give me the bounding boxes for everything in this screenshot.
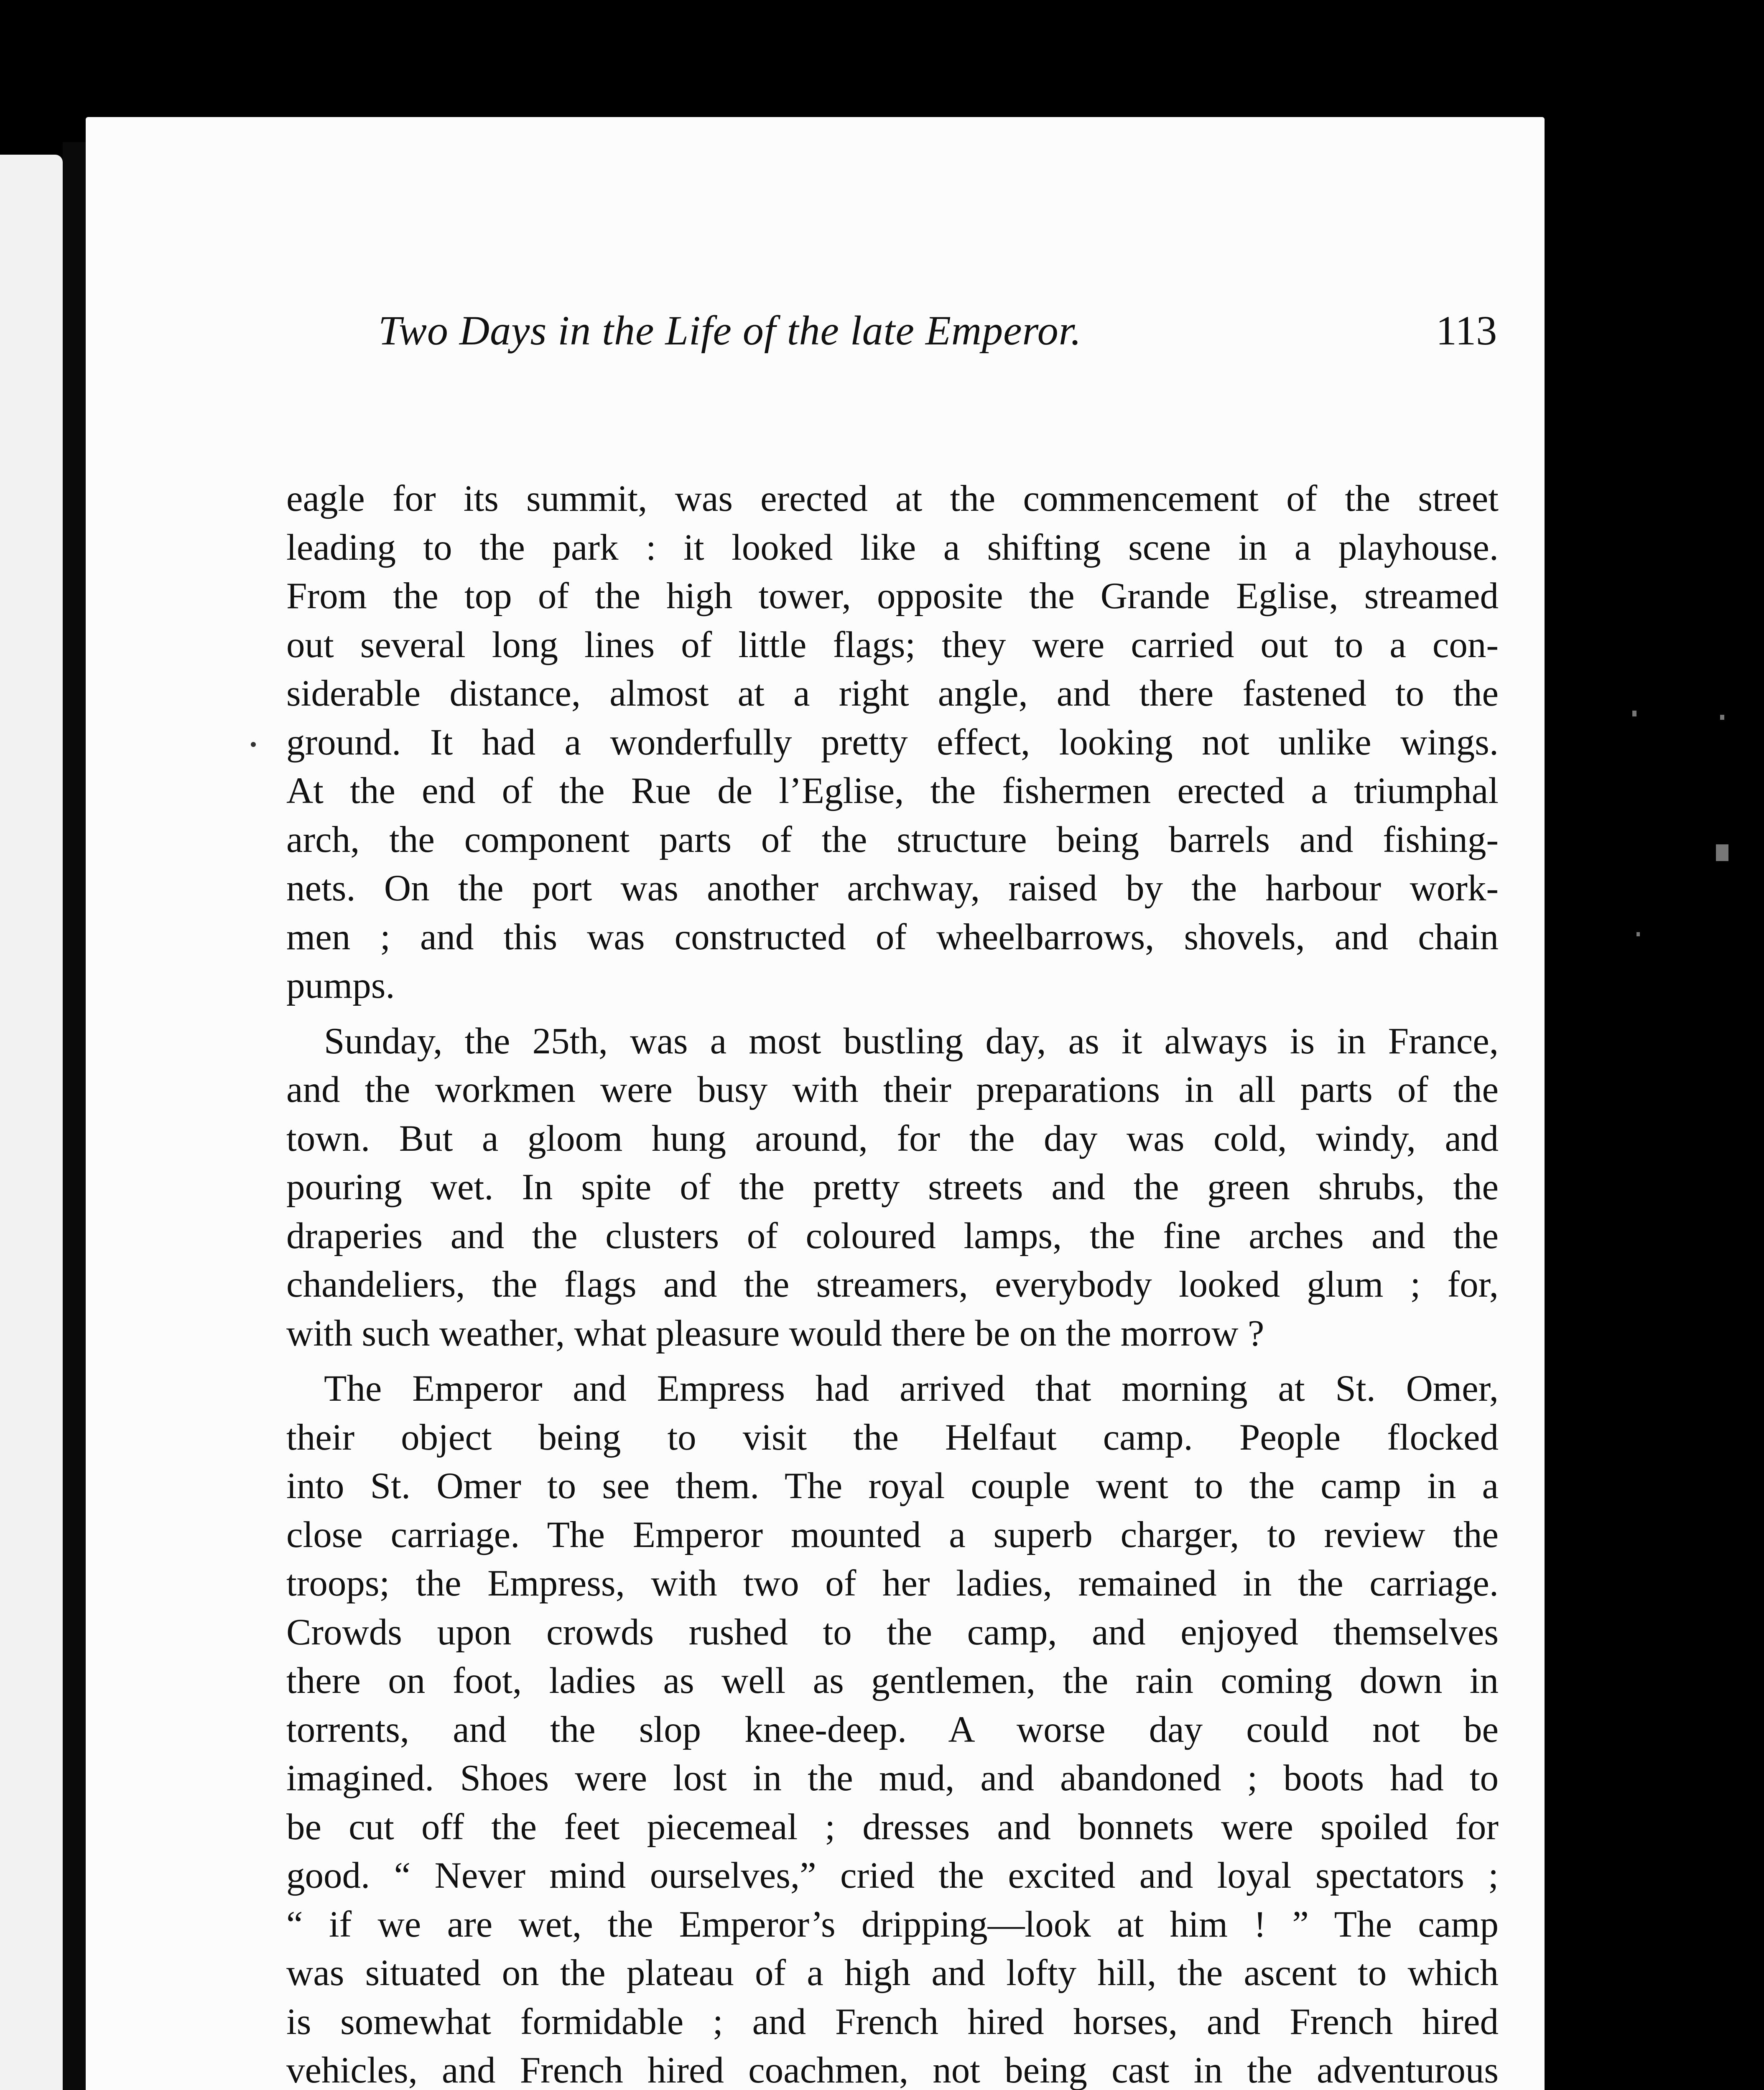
page-number: 113 xyxy=(1436,307,1497,354)
text-line: At the end of the Rue de l’Eglise, the fishermen erected a triumphal xyxy=(286,770,1499,811)
text-line: close carriage. The Emperor mounted a superb charger, to review the xyxy=(286,1514,1499,1555)
text-line: The Emperor and Empress had arrived that morning at St. Omer, xyxy=(324,1368,1499,1409)
text-line: nets. On the port was another archway, raised by the harbour work- xyxy=(286,868,1499,909)
text-line: with such weather, what pleasure would there be on the morrow ? xyxy=(286,1313,1264,1354)
body-text xyxy=(286,474,1499,2090)
text-line: torrents, and the slop knee-deep. A worse day could not be xyxy=(286,1709,1499,1750)
edge-speck xyxy=(1632,711,1637,716)
text-line: siderable distance, almost at a right angle, and there fastened to the xyxy=(286,673,1499,714)
text-line: arch, the component parts of the structure being barrels and fishing- xyxy=(286,819,1499,860)
text-line: pouring wet. In spite of the pretty streets and the green shrubs, the xyxy=(286,1167,1499,1208)
text-line: was situated on the plateau of a high and lofty hill, the ascent to which xyxy=(286,1952,1499,1993)
text-line: into St. Omer to see them. The royal couple went to the camp in a xyxy=(286,1466,1499,1506)
text-line: out several long lines of little flags; they were carried out to a con- xyxy=(286,624,1499,665)
running-head xyxy=(378,288,1507,372)
text-line: From the top of the high tower, opposite the Grande Eglise, streamed xyxy=(286,576,1499,617)
text-line: there on foot, ladies as well as gentlemen, the rain coming down in xyxy=(286,1660,1499,1701)
paragraph xyxy=(286,1364,1499,2090)
text-line: pumps. xyxy=(286,965,395,1006)
text-line: draperies and the clusters of coloured lamps, the fine arches and the xyxy=(286,1215,1499,1257)
text-line: “ if we are wet, the Emperor’s dripping—look at him ! ” The camp xyxy=(286,1904,1499,1945)
text-line: Sunday, the 25th, was a most bustling day, as it always is in France, xyxy=(324,1020,1499,1062)
text-line: eagle for its summit, was erected at the commencement of the street xyxy=(286,478,1499,519)
text-line: troops; the Empress, with two of her ladies, remained in the carriage. xyxy=(286,1563,1499,1604)
text-line: town. But a gloom hung around, for the day was cold, windy, and xyxy=(286,1118,1499,1159)
edge-speck xyxy=(1716,844,1728,861)
text-line: leading to the park : it looked like a shifting scene in a playhouse. xyxy=(286,527,1499,568)
previous-page-edge xyxy=(0,155,63,2090)
text-line: imagined. Shoes were lost in the mud, and abandoned ; boots had to xyxy=(286,1758,1499,1799)
running-title: Two Days in the Life of the late Emperor. xyxy=(378,307,1082,354)
edge-speck xyxy=(1637,932,1640,936)
text-line: is somewhat formidable ; and French hired horses, and French hired xyxy=(286,2001,1499,2042)
gutter-shadow xyxy=(63,142,88,2090)
book-page xyxy=(86,117,1545,2090)
text-line: good. “ Never mind ourselves,” cried the excited and loyal spectators ; xyxy=(286,1855,1499,1896)
text-line: Crowds upon crowds rushed to the camp, and enjoyed themselves xyxy=(286,1611,1499,1653)
text-line: men ; and this was constructed of wheelbarrows, shovels, and chain xyxy=(286,916,1499,958)
text-line: chandeliers, the flags and the streamers, everybody looked glum ; for, xyxy=(286,1264,1499,1305)
text-line: and the workmen were busy with their preparations in all parts of the xyxy=(286,1069,1499,1110)
edge-speck xyxy=(1720,715,1724,720)
text-line: ground. It had a wonderfully pretty effect, looking not unlike wings. xyxy=(286,721,1499,763)
paragraph xyxy=(286,1017,1499,1358)
text-line: their object being to visit the Helfaut camp. People flocked xyxy=(286,1417,1499,1458)
paragraph xyxy=(286,474,1499,1010)
margin-speck xyxy=(251,742,256,747)
text-line: be cut off the feet piecemeal ; dresses and bonnets were spoiled for xyxy=(286,1806,1499,1848)
text-line: vehicles, and French hired coachmen, not being cast in the adventurous xyxy=(286,2050,1499,2090)
